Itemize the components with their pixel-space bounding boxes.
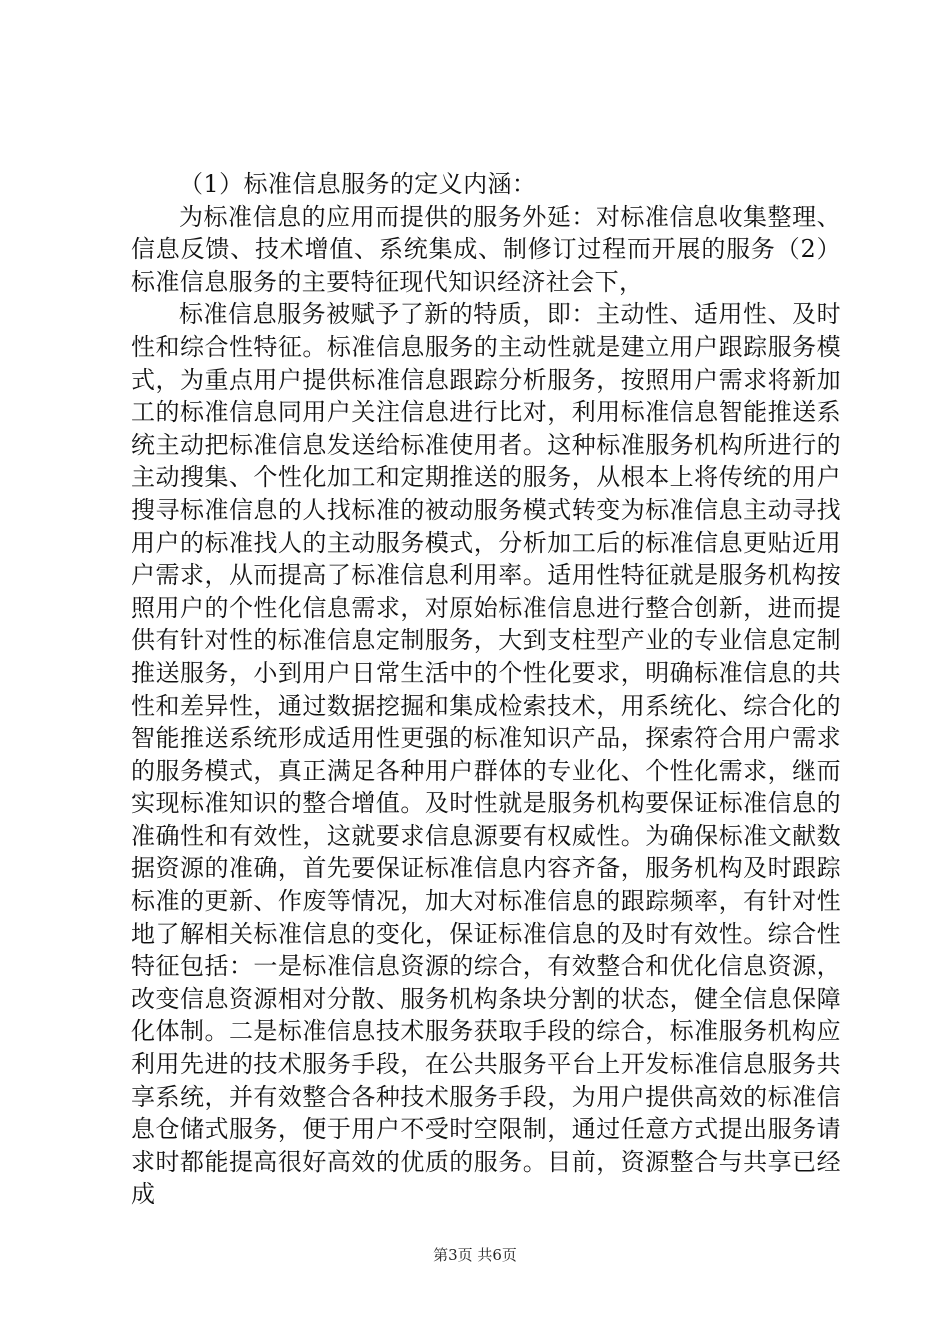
paragraph-definition: （1）标准信息服务的定义内涵： — [179, 170, 537, 198]
document-body — [131, 168, 841, 1211]
paragraph-characteristics: 标准信息服务被赋予了新的特质，即：主动性、适用性、及时性和综合性特征。标准信息服务的主动性就是建立用户跟踪服务模式，为重点用户提供标准信息跟踪分析服务，按照用户需求将新加工的标准信息同用户关注信息进行比对，利用标准信息智能推送系统主动把标准信息发送给标准使用者。这种标准服务机构所进行的主动搜集、个性化加工和定期推送的服务，从根本上将传统的用户搜寻标准信息的人找标准的被动服务模式转变为标准信息主动寻找用户的标准找人的主动服务模式，分析加工后的标准信息更贴近用户需求，从而提高了标准信息利用率。适用性特征就是服务机构按照用户的个性化信息需求，对原始标准信息进行整合创新，进而提供有针对性的标准信息定制服务，大到支柱型产业的专业信息定制推送服务，小到用户日常生活中的个性化要求，明确标准信息的共性和差异性，通过数据挖掘和集成检索技术，用系统化、综合化的智能推送系统形成适用性更强的标准知识产品，探索符合用户需求的服务模式，真正满足各种用户群体的专业化、个性化需求，继而实现标准知识的整合增值。及时性就是服务机构要保证标准信息的准确性和有效性，这就要求信息源要有权威性。为确保标准文献数据资源的准确，首先要保证标准信息内容齐备，服务机构及时跟踪标准的更新、作废等情况，加大对标准信息的跟踪频率，有针对性地了解相关标准信息的变化，保证标准信息的及时有效性。综合性特征包括：一是标准信息资源的综合，有效整合和优化信息资源，改变信息资源相对分散、服务机构条块分割的状态，健全信息保障化体制。二是标准信息技术服务获取手段的综合，标准服务机构应利用先进的技术服务手段，在公共服务平台上开发标准信息服务共享系统，并有效整合各种技术服务手段，为用户提供高效的标准信息仓储式服务，便于用户不受时空限制，通过任意方式提出服务请求时都能提高很好高效的优质的服务。目前，资源整合与共享已经成 — [131, 300, 841, 1209]
paragraph-extension: 为标准信息的应用而提供的服务外延：对标准信息收集整理、信息反馈、技术增值、系统集成、制修订过程而开展的服务（2）标准信息服务的主要特征现代知识经济社会下， — [131, 202, 841, 296]
page-number-footer: 第3页 共6页 — [433, 1246, 517, 1264]
